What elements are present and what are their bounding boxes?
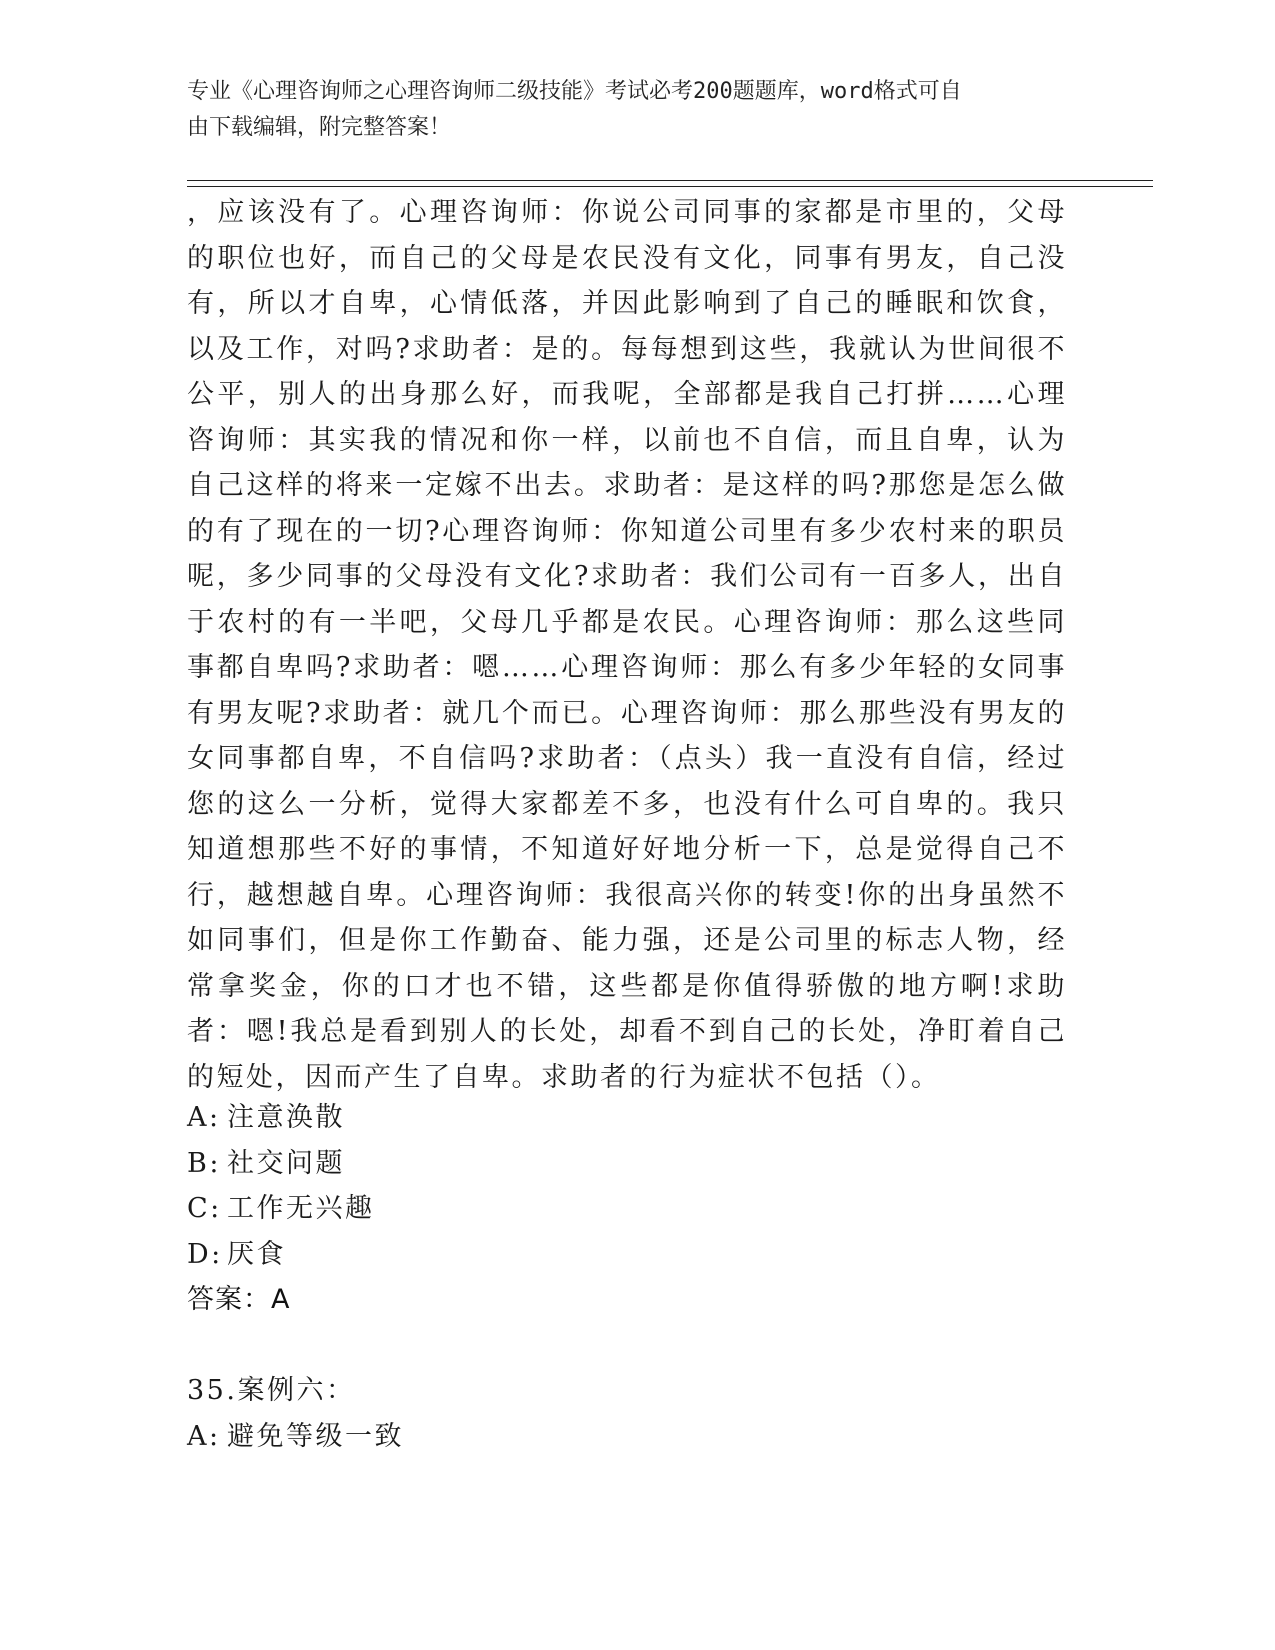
option-a bbox=[187, 1095, 375, 1141]
option-d-key: D: bbox=[187, 1238, 223, 1270]
header-line-2: 由下载编辑，附完整答案！ bbox=[187, 115, 452, 140]
question-35-title: 35.案例六： bbox=[187, 1375, 356, 1406]
option-a-key: A: bbox=[187, 1102, 221, 1133]
option-c-key: C: bbox=[187, 1193, 222, 1224]
option-d-text: 厌食 bbox=[227, 1238, 286, 1270]
option-c-text: 工作无兴趣 bbox=[227, 1193, 375, 1224]
header-line-1: 专业《心理咨询师之心理咨询师二级技能》考试必考200题题库，word格式可自 bbox=[187, 79, 962, 104]
header-rule-top bbox=[187, 180, 1153, 181]
document-header bbox=[187, 74, 1087, 146]
header-rule-bottom bbox=[187, 186, 1153, 187]
q35-option-a-text: 避免等级一致 bbox=[227, 1420, 404, 1452]
q35-option-a-key: A: bbox=[187, 1420, 221, 1452]
question-34-stem: ，应该没有了。心理咨询师：你说公司同事的家都是市里的，父母的职位也好，而自己的父母是农民没有文化，同事有男友，自己没有，所以才自卑，心情低落，并因此影响到了自己的睡眠和饮食，以及工作，对吗?求助者：是的。每每想到这些，我就认为世间很不公平，别人的出身那么好，而我呢，全部都是我自己打拼……心理咨询师：其实我的情况和你一样，以前也不自信，而且自卑，认为自己这样的将来一定嫁不出去。求助者：是这样的吗?那您是怎么做的有了现在的一切?心理咨询师：你知道公司里有多少农村来的职员呢，多少同事的父母没有文化?求助者：我们公司有一百多人，出自于农村的有一半吧，父母几乎都是农民。心理咨询师：那么这些同事都自卑吗?求助者：嗯……心理咨询师：那么有多少年轻的女同事有男友呢?求助者：就几个而已。心理咨询师：那么那些没有男友的女同事都自卑，不自信吗?求助者：（点头）我一直没有自信，经过您的这么一分析，觉得大家都差不多，也没有什么可自卑的。我只知道想那些不好的事情，不知道好好地分析一下，总是觉得自己不行，越想越自卑。心理咨询师：我很高兴你的转变!你的出身虽然不如同事们，但是你工作勤奋、能力强，还是公司里的标志人物，经常拿奖金，你的口才也不错，这些都是你值得骄傲的地方啊!求助者：嗯!我总是看到别人的长处，却看不到自己的长处，净盯着自己的短处，因而产生了自卑。求助者的行为症状不包括（）。 bbox=[187, 197, 1067, 1093]
option-a-text: 注意涣散 bbox=[227, 1102, 345, 1133]
option-b bbox=[187, 1141, 375, 1187]
option-b-key: B: bbox=[187, 1147, 221, 1179]
question-35-option-a bbox=[187, 1414, 404, 1460]
option-b-text: 社交问题 bbox=[227, 1147, 345, 1179]
question-34-answer: 答案：A bbox=[187, 1284, 291, 1315]
option-d bbox=[187, 1232, 375, 1278]
question-34-options bbox=[187, 1095, 375, 1277]
question-35 bbox=[187, 1368, 404, 1459]
option-c bbox=[187, 1186, 375, 1232]
